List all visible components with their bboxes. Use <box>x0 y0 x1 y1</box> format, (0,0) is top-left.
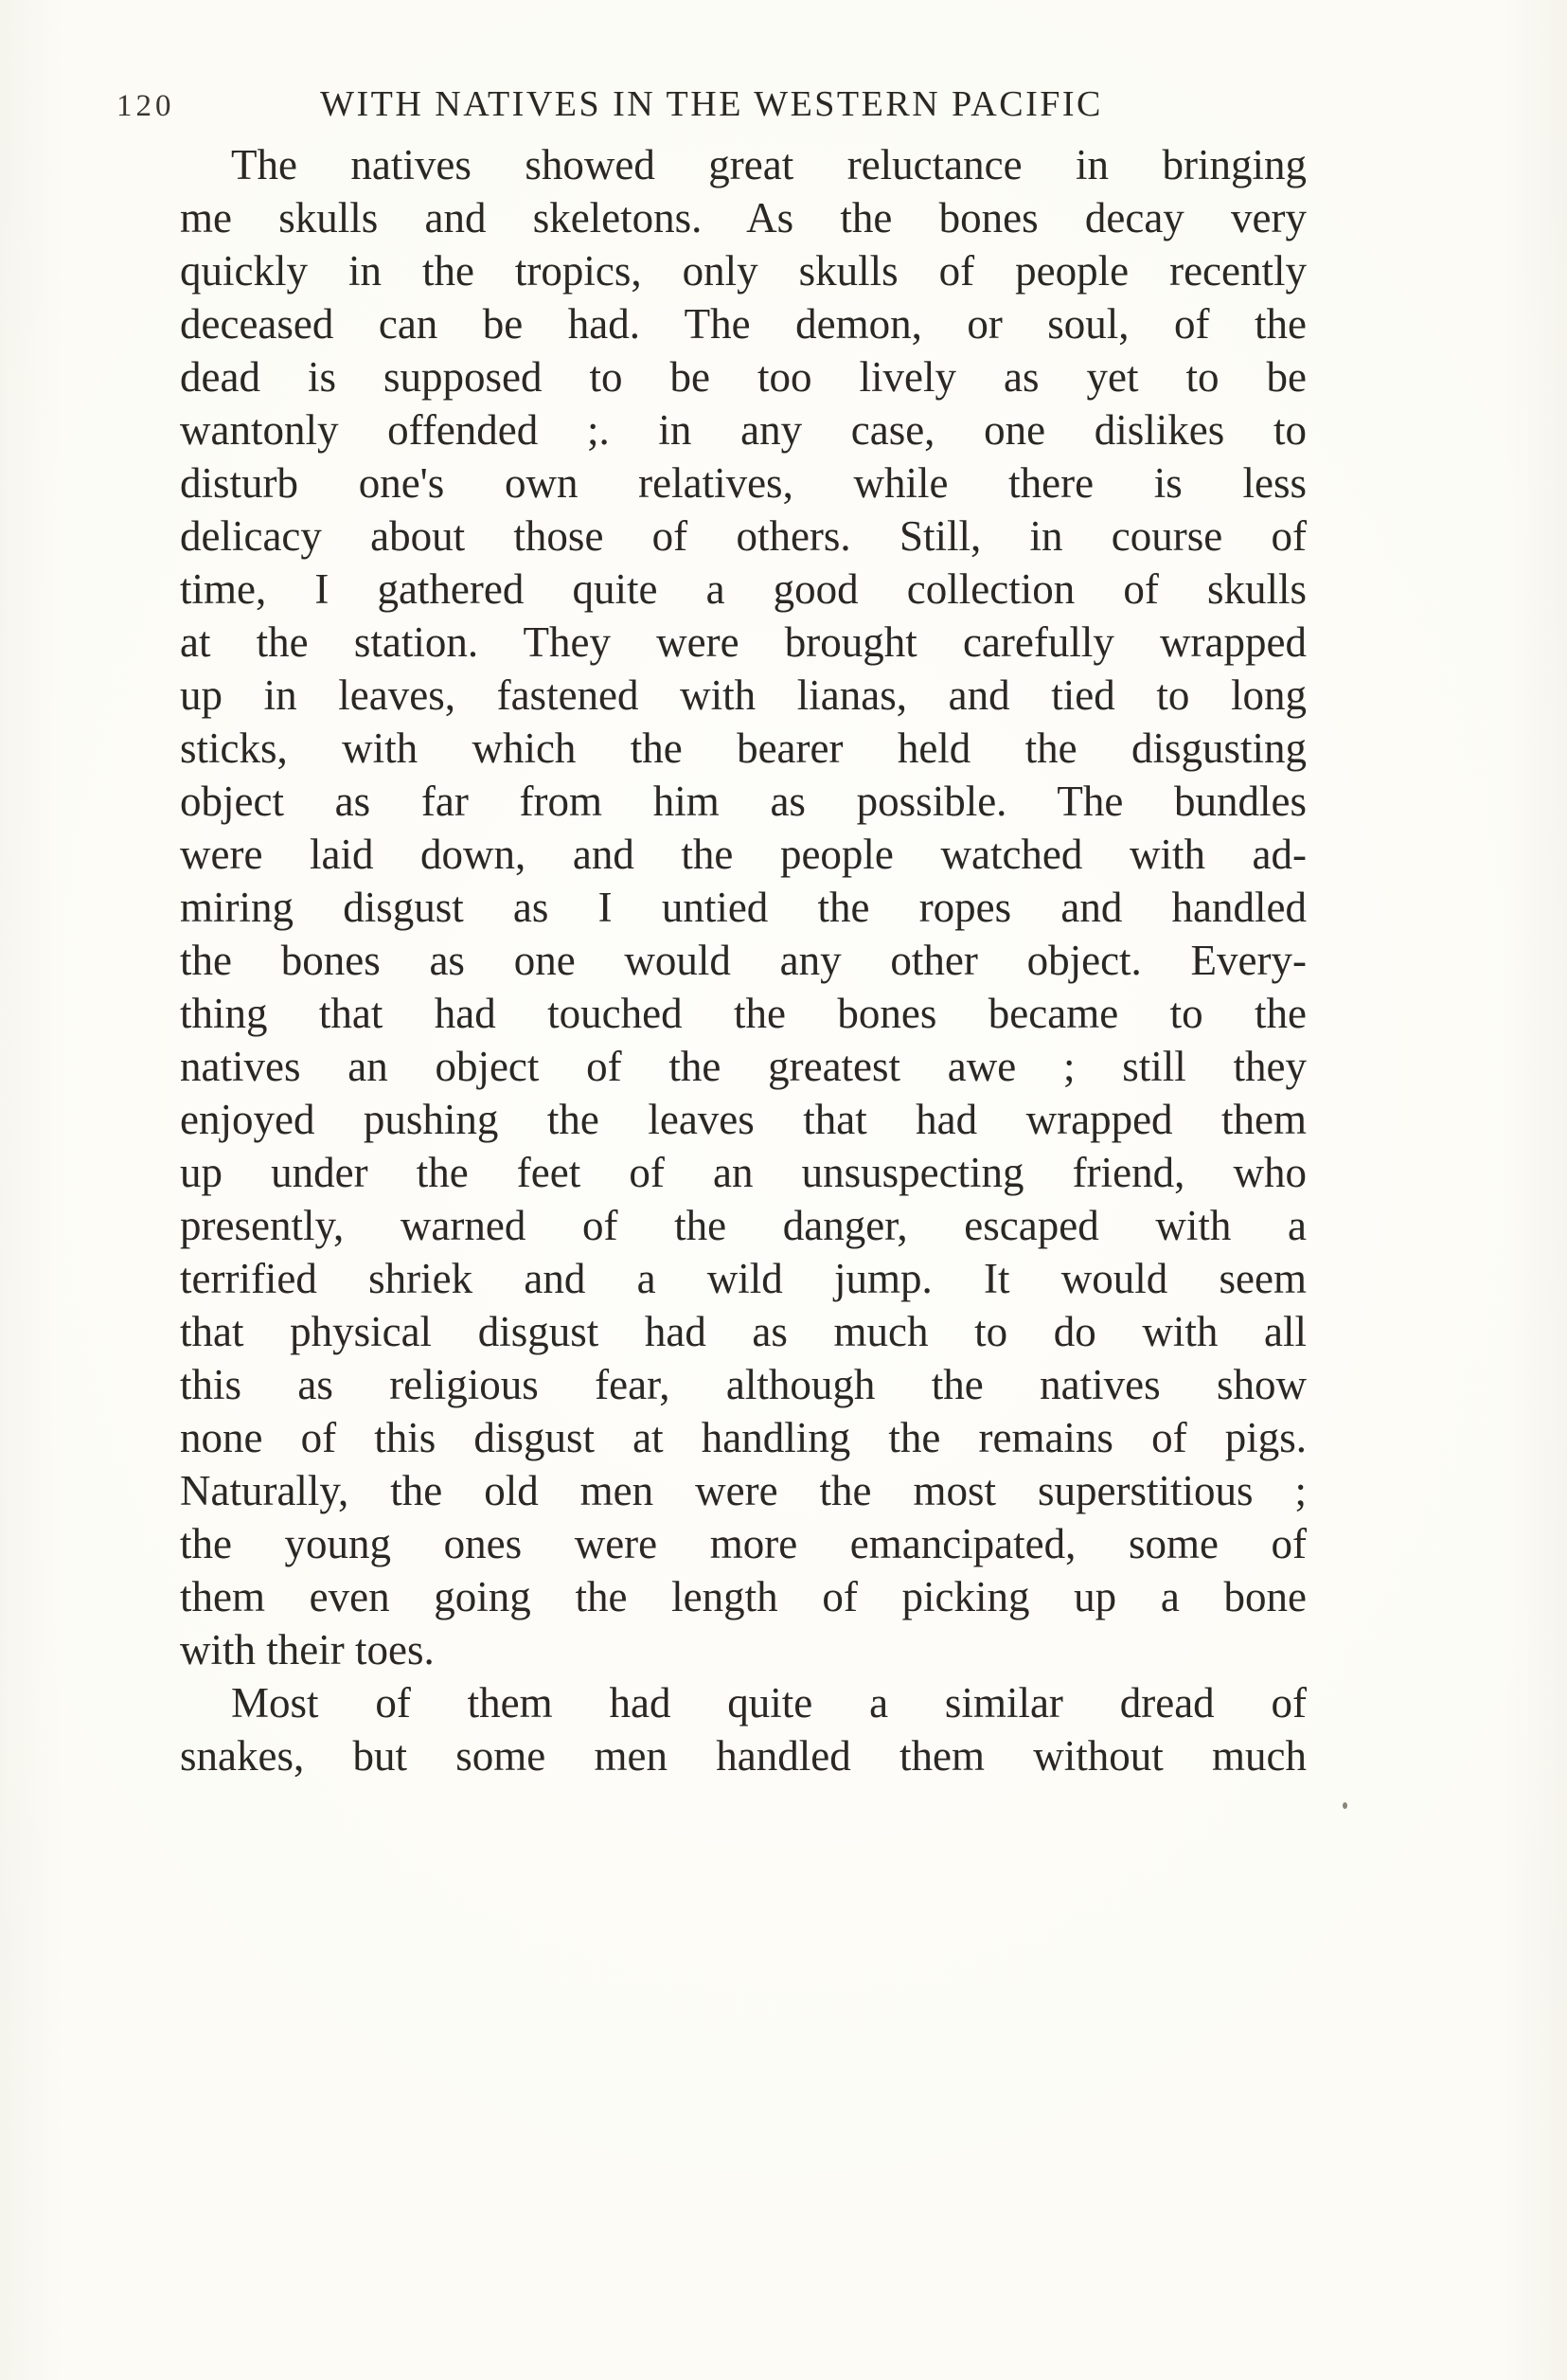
text-line: delicacy about those of others. Still, in course of <box>180 512 1307 560</box>
text-line: Naturally, the old men were the most superstitious ; <box>180 1467 1307 1514</box>
scan-speck <box>1343 1802 1347 1809</box>
text-line: presently, warned of the danger, escaped with a <box>180 1202 1307 1249</box>
text-line: wantonly offended ;. in any case, one dislikes to <box>180 406 1307 454</box>
text-line: dead is supposed to be too lively as yet to be <box>180 353 1307 401</box>
text-line: that physical disgust had as much to do with all <box>180 1308 1307 1355</box>
text-line: the young ones were more emancipated, some of <box>180 1520 1307 1567</box>
text-line: enjoyed pushing the leaves that had wrapped them <box>180 1096 1307 1143</box>
body-text <box>180 138 1307 1782</box>
text-line: object as far from him as possible. The bundles <box>180 778 1307 825</box>
text-line: the bones as one would any other object. Every- <box>180 937 1307 984</box>
text-line: deceased can be had. The demon, or soul, of the <box>180 300 1307 348</box>
text-line: miring disgust as I untied the ropes and handled <box>180 884 1307 931</box>
text-line: terrified shriek and a wild jump. It would seem <box>180 1255 1307 1302</box>
text-line: quickly in the tropics, only skulls of people recently <box>180 247 1307 295</box>
text-line: with their toes. <box>180 1626 435 1673</box>
text-line: snakes, but some men handled them without much <box>180 1732 1307 1780</box>
text-line: up under the feet of an unsuspecting friend, who <box>180 1149 1307 1196</box>
running-title: WITH NATIVES IN THE WESTERN PACIFIC <box>320 84 1103 124</box>
text-line: none of this disgust at handling the remains of pigs. <box>180 1414 1307 1461</box>
text-line: up in leaves, fastened with lianas, and tied to long <box>180 671 1307 719</box>
text-line: disturb one's own relatives, while there is less <box>180 459 1307 507</box>
page-header <box>116 83 1307 131</box>
text-line: at the station. They were brought carefully wrapped <box>180 618 1307 666</box>
text-line: them even going the length of picking up a bone <box>180 1573 1307 1620</box>
text-line: this as religious fear, although the natives show <box>180 1361 1307 1408</box>
text-line: thing that had touched the bones became to the <box>180 990 1307 1037</box>
text-line: were laid down, and the people watched with ad- <box>180 831 1307 878</box>
text-line: Most of them had quite a similar dread of <box>231 1679 1307 1727</box>
text-line: me skulls and skeletons. As the bones decay very <box>180 194 1307 242</box>
text-line: natives an object of the greatest awe ; still they <box>180 1043 1307 1090</box>
text-line: The natives showed great reluctance in bringing <box>231 141 1307 188</box>
text-line: sticks, with which the bearer held the disgusting <box>180 725 1307 772</box>
page-number: 120 <box>116 89 175 123</box>
text-line: time, I gathered quite a good collection of skulls <box>180 565 1307 613</box>
